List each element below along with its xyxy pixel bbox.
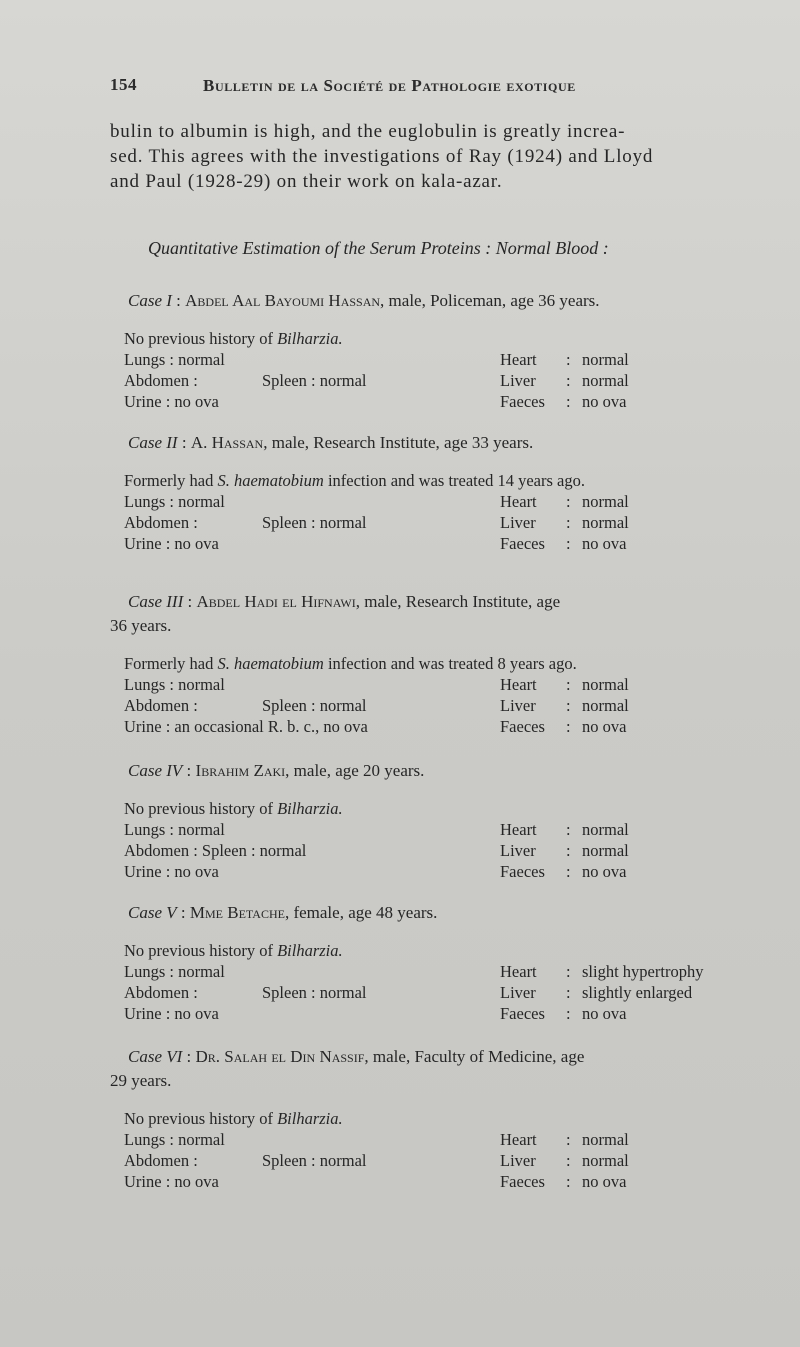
case-label: Case VI xyxy=(128,1047,183,1066)
liver-finding: slightly enlarged xyxy=(582,983,693,1002)
heart-label: Heart xyxy=(500,962,537,981)
colon-separator: : xyxy=(566,392,571,411)
colon-separator: : xyxy=(566,513,571,532)
intro-line-2: sed. This agrees with the investigations of Ray (1924) and Lloyd xyxy=(110,146,654,167)
liver-label: Liver xyxy=(500,841,536,860)
heart-finding: normal xyxy=(582,350,629,369)
colon-separator: : xyxy=(566,717,571,736)
colon-separator: : xyxy=(566,862,571,881)
heart-label: Heart xyxy=(500,492,537,511)
case-heading: Case IV : Ibrahim Zaki, male, age 20 years. xyxy=(128,761,425,780)
journal-title: Bulletin de la Société de Pathologie exotique xyxy=(203,76,576,95)
patient-details: , male, age 20 years. xyxy=(285,761,425,780)
heart-finding: normal xyxy=(582,675,629,694)
lungs-finding: Lungs : normal xyxy=(124,962,225,981)
colon-separator: : xyxy=(566,696,571,715)
colon-separator: : xyxy=(566,1130,571,1149)
heart-finding: normal xyxy=(582,492,629,511)
patient-name: Dr. Salah el Din Nassif xyxy=(195,1047,365,1066)
case-label: Case V xyxy=(128,903,177,922)
lungs-finding: Lungs : normal xyxy=(124,350,225,369)
spleen-finding: Spleen : normal xyxy=(262,371,367,390)
faeces-label: Faeces xyxy=(500,534,545,553)
urine-finding: Urine : no ova xyxy=(124,534,219,553)
liver-finding: normal xyxy=(582,1151,629,1170)
intro-line-3: and Paul (1928-29) on their work on kala-azar. xyxy=(110,171,503,192)
patient-details: , male, Research Institute, age xyxy=(355,592,561,611)
colon-separator: : xyxy=(566,1172,571,1191)
heart-finding: normal xyxy=(582,1130,629,1149)
liver-label: Liver xyxy=(500,696,536,715)
abdomen-finding: Abdomen : xyxy=(124,371,198,390)
faeces-finding: no ova xyxy=(582,862,627,881)
urine-finding: Urine : an occasional R. b. c., no ova xyxy=(124,717,368,736)
liver-finding: normal xyxy=(582,696,629,715)
colon-separator: : xyxy=(566,962,571,981)
history-line: No previous history of Bilharzia. xyxy=(124,1109,343,1128)
faeces-label: Faeces xyxy=(500,717,545,736)
faeces-finding: no ova xyxy=(582,717,627,736)
colon-separator: : xyxy=(566,983,571,1002)
abdomen-finding: Abdomen : xyxy=(124,696,198,715)
lungs-finding: Lungs : normal xyxy=(124,1130,225,1149)
liver-label: Liver xyxy=(500,1151,536,1170)
liver-finding: normal xyxy=(582,371,629,390)
liver-label: Liver xyxy=(500,513,536,532)
urine-finding: Urine : no ova xyxy=(124,1004,219,1023)
abdomen-finding: Abdomen : xyxy=(124,1151,198,1170)
colon-separator: : xyxy=(566,534,571,553)
lungs-finding: Lungs : normal xyxy=(124,675,225,694)
spleen-finding: Spleen : normal xyxy=(262,983,367,1002)
urine-finding: Urine : no ova xyxy=(124,392,219,411)
faeces-finding: no ova xyxy=(582,392,627,411)
history-line: No previous history of Bilharzia. xyxy=(124,329,343,348)
history-line: No previous history of Bilharzia. xyxy=(124,799,343,818)
colon-separator: : xyxy=(566,492,571,511)
history-line: No previous history of Bilharzia. xyxy=(124,941,343,960)
heart-finding: slight hypertrophy xyxy=(582,962,704,981)
faeces-label: Faeces xyxy=(500,392,545,411)
heart-label: Heart xyxy=(500,675,537,694)
faeces-finding: no ova xyxy=(582,1172,627,1191)
heart-label: Heart xyxy=(500,820,537,839)
abdomen-finding: Abdomen : xyxy=(124,983,198,1002)
patient-name: Mme Betache xyxy=(189,903,285,922)
heart-label: Heart xyxy=(500,1130,537,1149)
patient-details-continued: 36 years. xyxy=(110,616,172,635)
patient-details: , female, age 48 years. xyxy=(284,903,438,922)
urine-finding: Urine : no ova xyxy=(124,1172,219,1191)
liver-finding: normal xyxy=(582,513,629,532)
liver-finding: normal xyxy=(582,841,629,860)
intro-line-1: bulin to albumin is high, and the euglobulin is greatly increa- xyxy=(110,121,626,142)
history-line: Formerly had S. haematobium infection and was treated 14 years ago. xyxy=(124,471,585,490)
abdomen-finding: Abdomen : xyxy=(124,513,198,532)
patient-name: A. Hassan xyxy=(190,433,264,452)
case-label: Case II xyxy=(128,433,178,452)
heart-finding: normal xyxy=(582,820,629,839)
faeces-finding: no ova xyxy=(582,1004,627,1023)
colon-separator: : xyxy=(566,1004,571,1023)
patient-name: Ibrahim Zaki xyxy=(195,761,286,780)
faeces-label: Faeces xyxy=(500,1172,545,1191)
case-label: Case IV xyxy=(128,761,183,780)
patient-details: , male, Faculty of Medicine, age xyxy=(364,1047,585,1066)
colon-separator: : xyxy=(566,841,571,860)
urine-finding: Urine : no ova xyxy=(124,862,219,881)
faeces-finding: no ova xyxy=(582,534,627,553)
colon-separator: : xyxy=(566,675,571,694)
liver-label: Liver xyxy=(500,371,536,390)
liver-label: Liver xyxy=(500,983,536,1002)
lungs-finding: Lungs : normal xyxy=(124,820,225,839)
case-heading: Case VI : Dr. Salah el Din Nassif, male, Faculty of Medicine, age xyxy=(128,1047,585,1066)
case-label: Case I xyxy=(128,291,172,310)
patient-name: Abdel Aal Bayoumi Hassan xyxy=(185,291,381,310)
faeces-label: Faeces xyxy=(500,1004,545,1023)
faeces-label: Faeces xyxy=(500,862,545,881)
colon-separator: : xyxy=(566,371,571,390)
page-number: 154 xyxy=(110,75,137,94)
colon-separator: : xyxy=(566,820,571,839)
case-heading: Case III : Abdel Hadi el Hifnawi, male, Research Institute, age xyxy=(128,592,561,611)
case-heading: Case II : A. Hassan, male, Research Institute, age 33 years. xyxy=(128,433,534,452)
case-label: Case III xyxy=(128,592,184,611)
spleen-finding: Spleen : normal xyxy=(262,1151,367,1170)
section-heading: Quantitative Estimation of the Serum Proteins : Normal Blood : xyxy=(148,238,609,258)
history-line: Formerly had S. haematobium infection and was treated 8 years ago. xyxy=(124,654,577,673)
patient-name: Abdel Hadi el Hifnawi xyxy=(196,592,356,611)
case-heading: Case I : Abdel Aal Bayoumi Hassan, male, Policeman, age 36 years. xyxy=(128,291,600,310)
patient-details: , male, Policeman, age 36 years. xyxy=(380,291,600,310)
case-heading: Case V : Mme Betache, female, age 48 years. xyxy=(128,903,438,922)
spleen-finding: Spleen : normal xyxy=(262,513,367,532)
colon-separator: : xyxy=(566,1151,571,1170)
patient-details: , male, Research Institute, age 33 years. xyxy=(263,433,534,452)
heart-label: Heart xyxy=(500,350,537,369)
lungs-finding: Lungs : normal xyxy=(124,492,225,511)
spleen-finding: Spleen : normal xyxy=(262,696,367,715)
abdomen-finding: Abdomen : Spleen : normal xyxy=(124,841,307,860)
colon-separator: : xyxy=(566,350,571,369)
patient-details-continued: 29 years. xyxy=(110,1071,172,1090)
